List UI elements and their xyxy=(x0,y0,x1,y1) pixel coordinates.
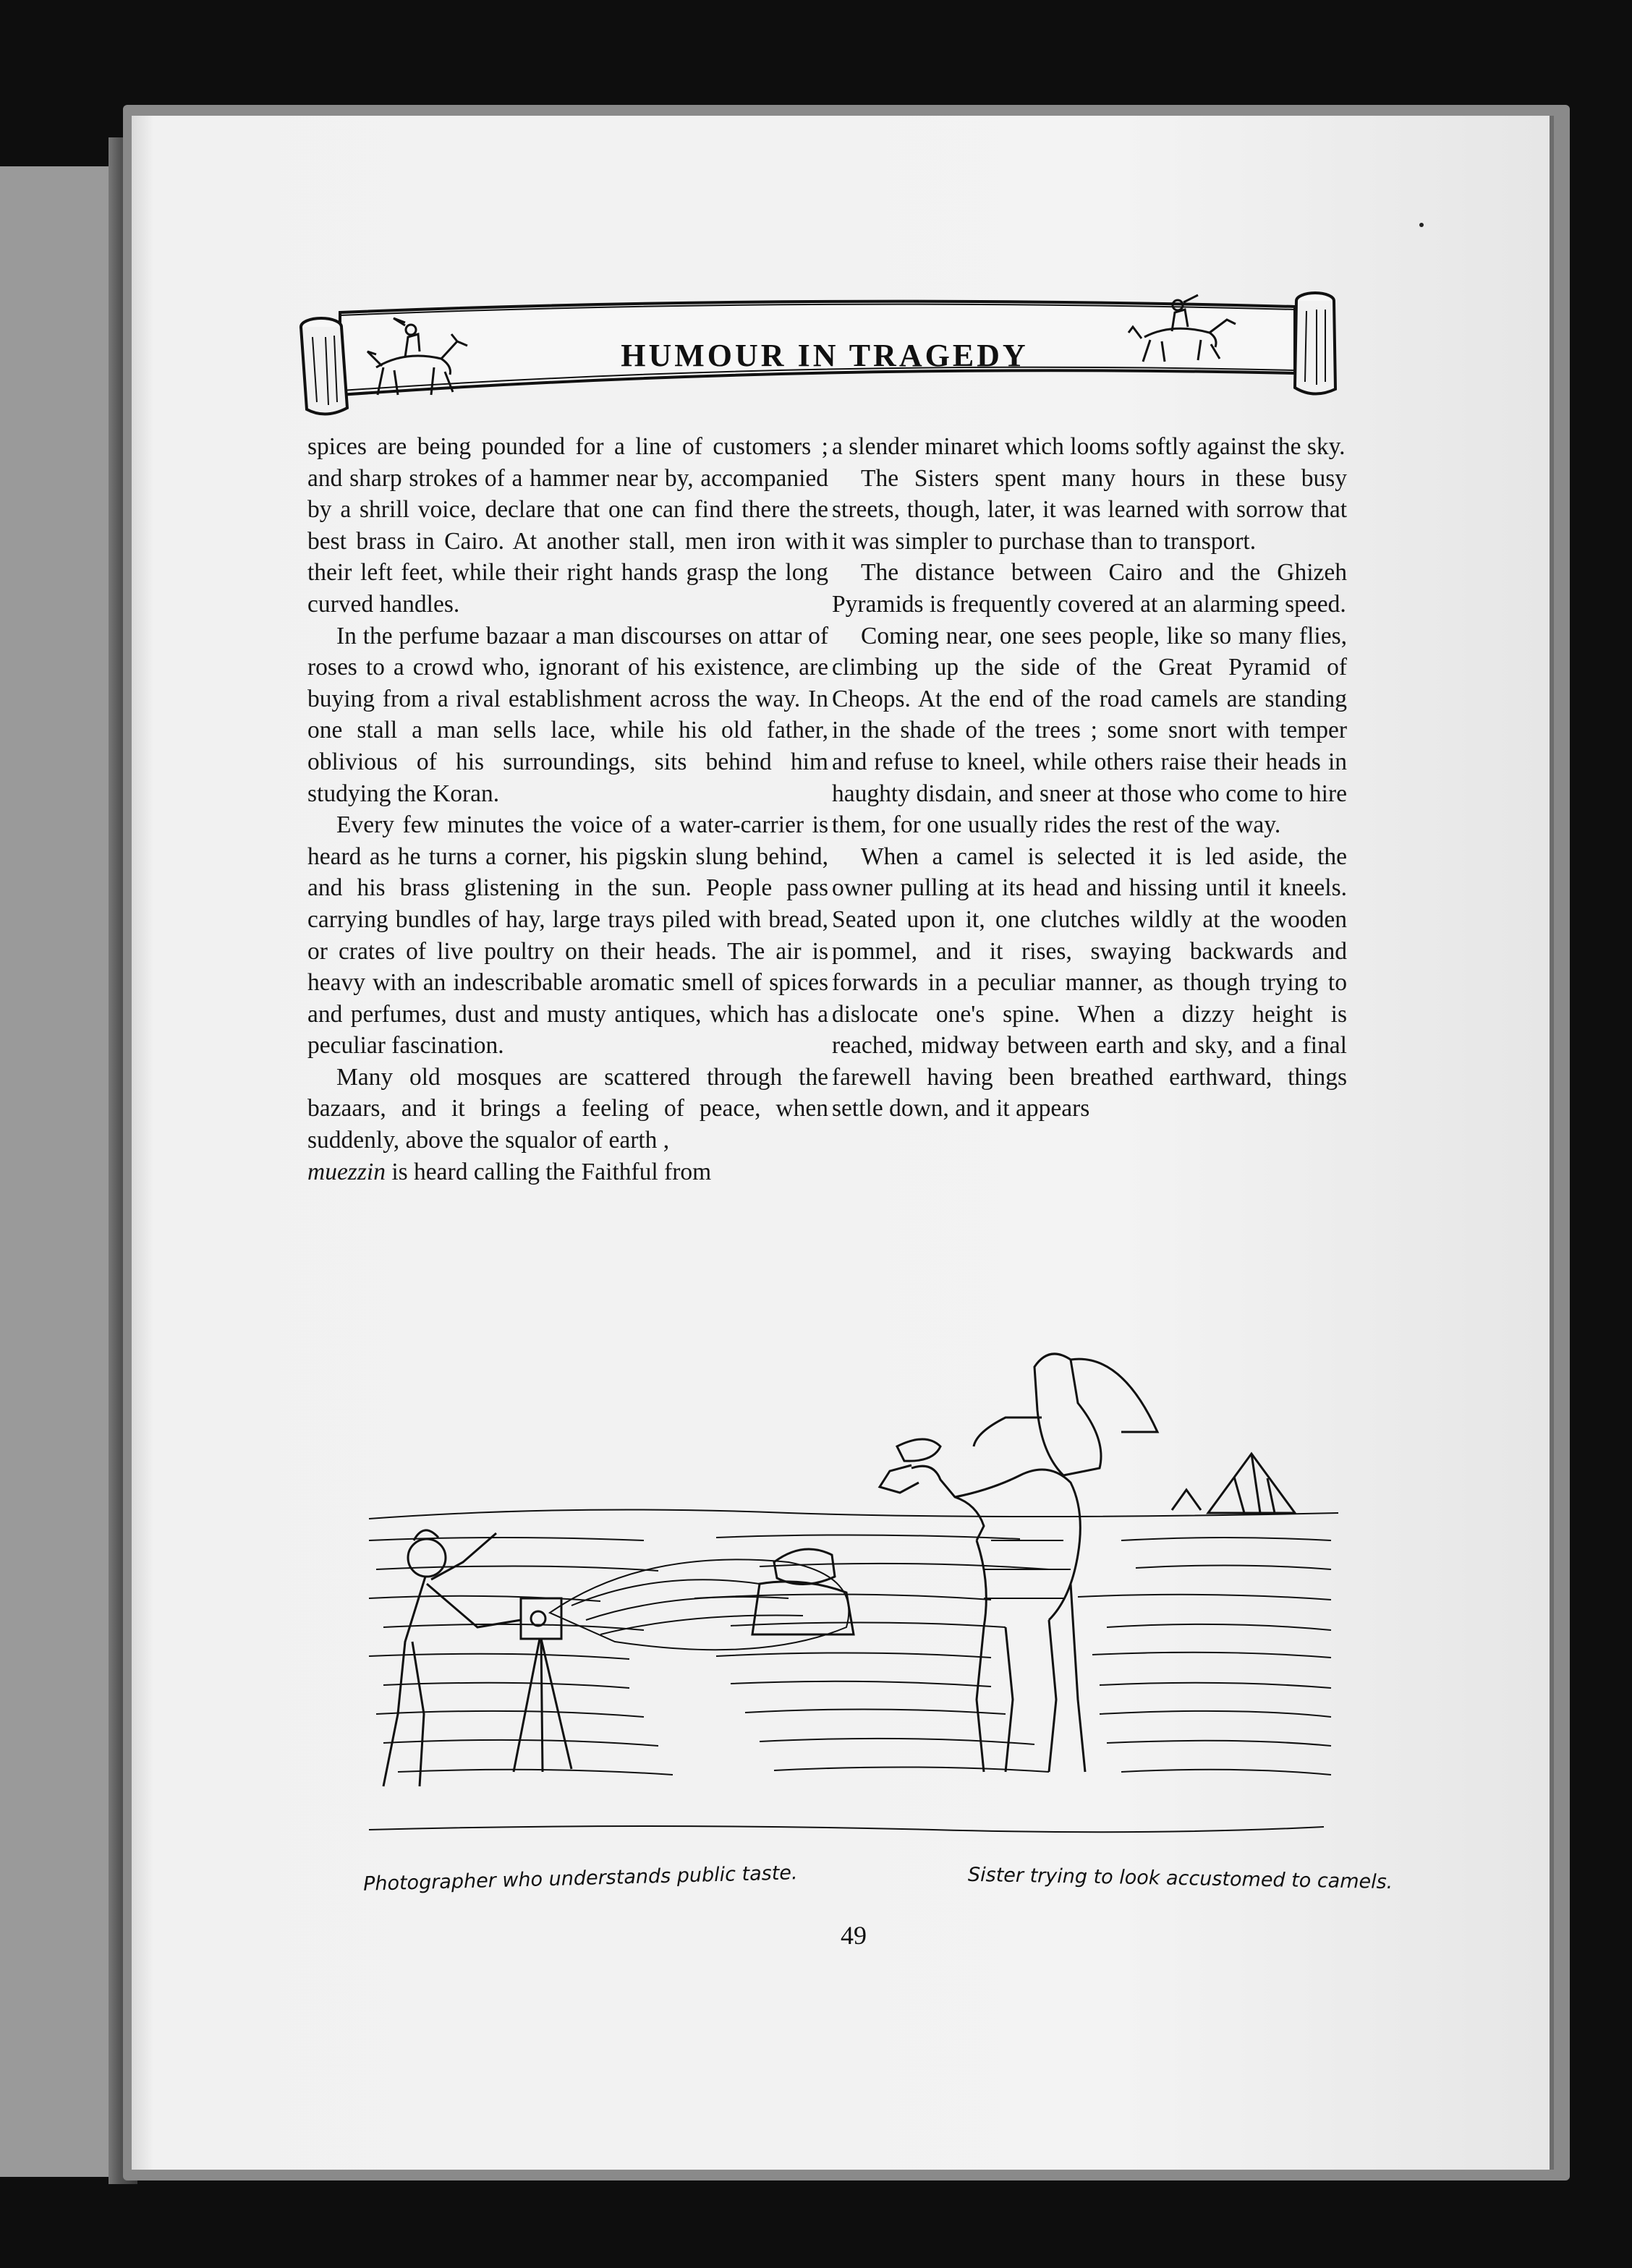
caption-right: Sister trying to look accustomed to camels. xyxy=(967,1863,1393,1894)
paragraph: The Sisters spent many hours in these busy streets, though, later, it was learned with sorrow that it was simpler to purchase than to transport. xyxy=(832,464,1347,555)
italic-word: muezzin xyxy=(307,1158,386,1185)
paragraph: spices are being pounded for a line of customers ; and sharp strokes of a hammer near by, accompanied by a shrill voice, declare that one can find there the best brass in Cairo. At another stall, men iron with their left feet, while their right hands grasp the long curved handles. xyxy=(307,433,828,618)
facing-page-edge xyxy=(0,166,116,2177)
text-column-left xyxy=(307,431,828,1188)
running-title: HUMOUR IN TRAGEDY xyxy=(621,338,1029,373)
paragraph xyxy=(307,1062,828,1188)
paragraph: In the perfume bazaar a man discourses on attar of roses to a crowd who, ignorant of his existence, are buying from a rival establishment across the way. In one stall a man sells lace, while his old father, oblivious of his surroundings, sits behind him studying the Koran. xyxy=(307,622,828,807)
paragraph: a slender minaret which looms softly against the sky. xyxy=(832,433,1346,460)
text-column-right xyxy=(832,431,1347,1125)
paragraph-text: Many old mosques are scattered through the bazaars, and it brings a feeling of peace, when suddenly, above the squalor of earth , xyxy=(307,1063,828,1154)
paragraph: Coming near, one sees people, like so many flies, climbing up the side of the Great Pyramid of Cheops. At the end of the road camels are standing in the shade of the trees ; some snort with temper and refuse to kneel, while others raise their heads in haughty disdain, and sneer at those who come to hire them, for one usually rides the rest of the way. xyxy=(832,622,1347,839)
caption-left: Photographer who understands public taste. xyxy=(362,1862,798,1896)
paragraph: Every few minutes the voice of a water-carrier is heard as he turns a corner, his pigskin slung behind, and his brass glistening in the sun. People pass carrying bundles of hay, large trays piled with bread, or crates of live poultry on their heads. The air is heavy with an indescribable aromatic smell of spices and perfumes, dust and musty antiques, which has a peculiar fascination. xyxy=(307,811,828,1060)
camel-with-rider xyxy=(880,1354,1157,1772)
photographer-figure xyxy=(383,1530,571,1786)
paragraph: The distance between Cairo and the Ghizeh Pyramids is frequently covered at an alarming speed. xyxy=(832,559,1347,618)
pen-illustration xyxy=(354,1323,1338,1888)
page-number: 49 xyxy=(841,1921,867,1950)
paragraph: When a camel is selected it is led aside, the owner pulling at its head and hissing until it kneels. Seated upon it, one clutches wildly at the wooden pommel, and it rises, swaying backwards and forwards in a peculiar manner, as though trying to dislocate one's spine. When a dizzy height is reached, midway between earth and sky, and a final farewell having been breathed earthward, things settle down, and it appears xyxy=(832,843,1347,1122)
speck xyxy=(1419,223,1424,227)
paragraph-text: is heard calling the Faithful from xyxy=(385,1158,712,1185)
desert-ground xyxy=(369,1510,1338,1833)
pyramids-icon xyxy=(1172,1454,1295,1513)
header-banner xyxy=(297,286,1338,417)
